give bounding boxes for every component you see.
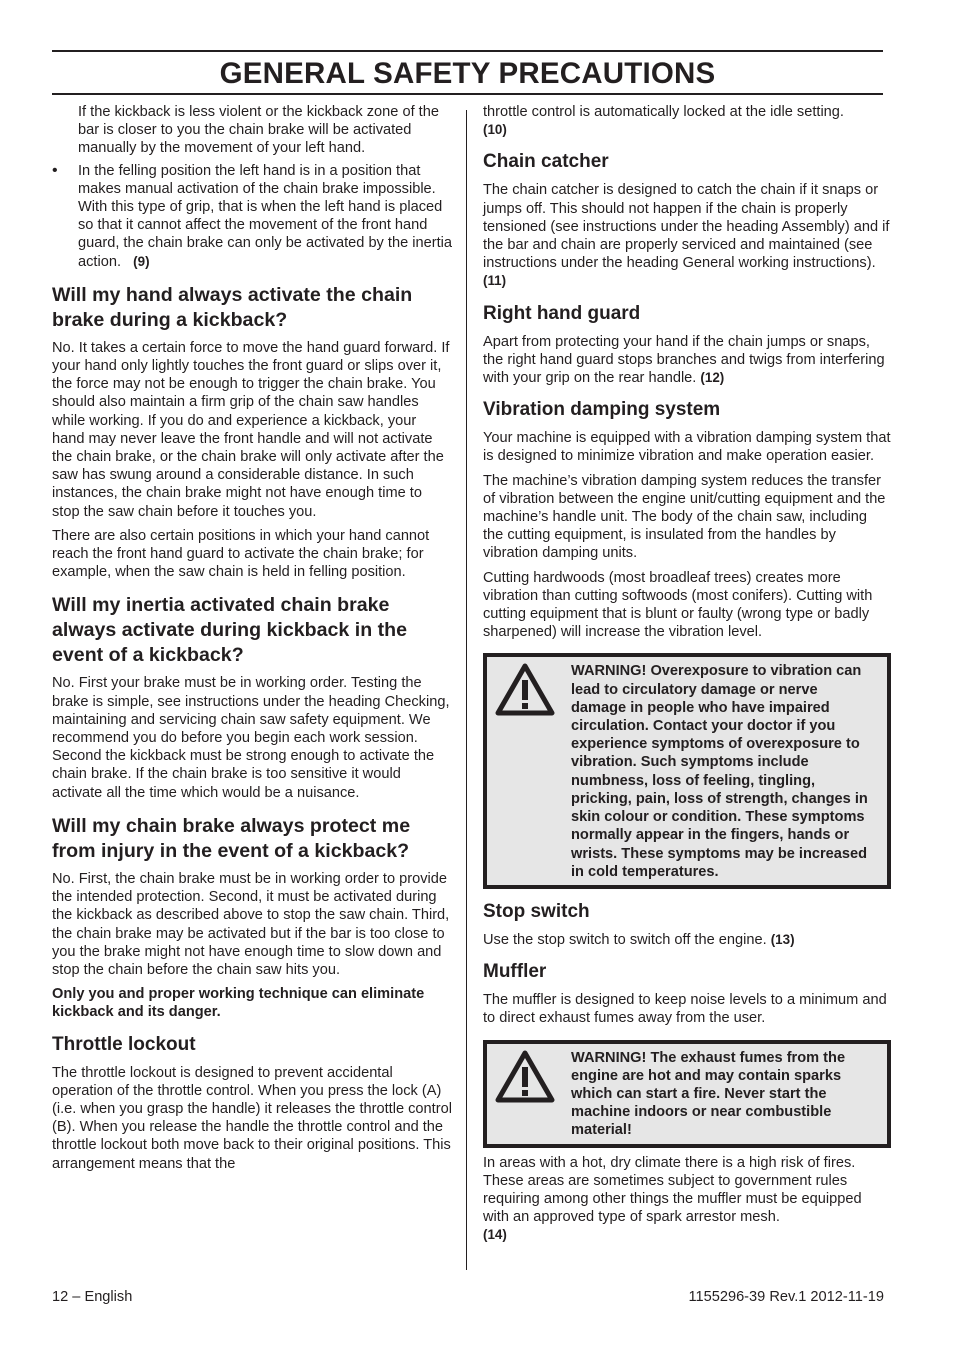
page-title: GENERAL SAFETY PRECAUTIONS <box>219 57 716 90</box>
warning-triangle-icon <box>495 663 555 716</box>
continued-paragraph: If the kickback is less violent or the kickback zone of the bar is closer to you the chain brake will be activated manually by the movement of your left hand. <box>78 104 439 157</box>
section-heading-stop-switch: Stop switch <box>483 900 590 922</box>
title-rule <box>52 93 883 95</box>
figure-ref: (14) <box>483 1227 507 1243</box>
warning-text: WARNING! Overexposure to vibration can lead to circulatory damage or nerve damage in people who have impaired circulation. Contact your doctor if you experience symptoms of overexposure to vibration. Such symptoms include numbness, loss of feeling, tingling, pricking, pain, loss of strength, changes in skin colour or condition. These symptoms normally appear in the fingers, hands or wrists. These symptoms may be increased in cold temperatures. <box>571 663 868 880</box>
section-heading-muffler: Muffler <box>483 961 547 983</box>
section-paragraph: The muffler is designed to keep noise levels to a minimum and to direct exhaust fumes away from the user. <box>483 992 887 1027</box>
column-divider <box>466 110 467 1270</box>
section-paragraph: Use the stop switch to switch off the engine. (13) <box>483 931 795 948</box>
section-paragraph: There are also certain positions in which your hand cannot reach the front hand guard to activate the chain brake; for example, when the saw chain is held in felling position. <box>52 527 430 581</box>
bullet-item <box>52 162 452 271</box>
section-heading-right-hand-guard: Right hand guard <box>483 302 641 324</box>
figure-ref: (13) <box>770 931 795 947</box>
footer-document-ref: 1155296-39 Rev.1 2012-11-19 <box>688 1289 884 1305</box>
section-heading-hand-activate: Will my hand always activate the chain brake during a kickback? <box>52 283 413 331</box>
footer-page-number: 12 – English <box>52 1289 133 1305</box>
section-paragraph: No. First, the chain brake must be in working order to provide the intended protection. Second, it must be activated during the kickback as described above to stop the saw chain. Third, the chain brake may be activated but if the bar is too close to you the brake might not have enough time to slow down and stop the chain before the chain saw hits you. <box>52 870 450 978</box>
top-rule <box>52 50 883 52</box>
section-paragraph: The chain catcher is designed to catch the chain if it snaps or jumps off. This should not happen if the chain is properly tensioned (see instructions under the heading Assembly) and if the bar and chain are properly serviced and maintained (see instructions under the heading General working instructions). (11) <box>483 182 890 289</box>
figure-ref: (11) <box>483 273 507 289</box>
section-paragraph: The throttle lockout is designed to prevent accidental operation of the throttle control. When you press the lock (A) (i.e. when you grasp the handle) it releases the throttle control (B). When you release the handle the throttle control and the throttle lockout both move back to their original positions. This arrangement means that the <box>52 1064 452 1172</box>
section-heading-throttle-lockout: Throttle lockout <box>52 1033 196 1055</box>
section-paragraph: Your machine is equipped with a vibration damping system that is designed to minimize vibration and make operation easier. <box>483 430 891 465</box>
bullet-marker: • <box>52 161 58 179</box>
section-paragraph: In areas with a hot, dry climate there is a high risk of fires. These areas are sometimes subject to government rules requiring among other things the muffler must be equipped with an approved type of spark arrestor mesh. (14) <box>483 1154 862 1243</box>
section-paragraph: No. It takes a certain force to move the hand guard forward. If your hand only lightly touches the front guard or slips over it, the force may not be enough to trigger the chain brake. You should also maintain a firm grip of the chain saw handles while working. If you do and experience a kickback, your hand may never leave the front handle and will not activate the chain brake, or the chain brake will only activate after the saw has swung around a considerable distance. In such instances, the chain brake might not have enough time to stop the saw chain before it touches you. <box>52 339 450 520</box>
right-column <box>483 103 891 1245</box>
emphasis-paragraph: Only you and proper working technique can eliminate kickback and its danger. <box>52 986 425 1021</box>
section-heading-brake-protect: Will my chain brake always protect me from injury in the event of a kickback? <box>52 814 411 862</box>
left-column <box>52 103 452 1179</box>
section-heading-vibration-damping: Vibration damping system <box>483 399 721 421</box>
bullet-text: In the felling position the left hand is in a position that makes manual activation of the chain brake impossible. With this type of grip, that is when the left hand is placed so that it cannot affect the movement of the front hand guard, the chain brake can only be activated by the inertia action. (9) <box>78 162 453 270</box>
figure-ref: (9) <box>133 253 150 269</box>
section-heading-inertia-brake: Will my inertia activated chain brake always activate during kickback in the event of a kickback? <box>52 594 408 667</box>
warning-triangle-icon <box>495 1050 555 1103</box>
warning-box-vibration <box>483 653 891 888</box>
section-paragraph: Cutting hardwoods (most broadleaf trees) creates more vibration than cutting softwoods (most conifers). Cutting with cutting equipment that is blunt or faulty (wrong type or badly sharpened) will increase the vibration level. <box>483 569 873 641</box>
continued-paragraph: throttle control is automatically locked at the idle setting. (10) <box>483 104 844 138</box>
section-paragraph: No. First your brake must be in working order. Testing the brake is simple, see instructions under the heading Checking, maintaining and servicing chain saw safety equipment. We recommend you do before you begin each work session. Second the kickback must be strong enough to activate the chain brake. If the chain brake is too sensitive it would activate all the time which would be a nuisance. <box>52 675 450 801</box>
figure-ref: (12) <box>700 370 725 386</box>
warning-box-exhaust <box>483 1040 891 1148</box>
warning-text: WARNING! The exhaust fumes from the engine are hot and may contain sparks which can start a fire. Never start the machine indoors or near combustible material! <box>571 1049 846 1139</box>
figure-ref: (10) <box>483 122 507 138</box>
section-heading-chain-catcher: Chain catcher <box>483 151 609 173</box>
section-paragraph: The machine’s vibration damping system reduces the transfer of vibration between the engine unit/cutting equipment and the machine’s handle unit. The body of the chain saw, including the cutting equipment, is insulated from the handles by vibration damping units. <box>483 472 886 562</box>
section-paragraph: Apart from protecting your hand if the chain jumps or snaps, the right hand guard stops branches and twigs from interfering with your grip on the rear handle. (12) <box>483 333 885 387</box>
